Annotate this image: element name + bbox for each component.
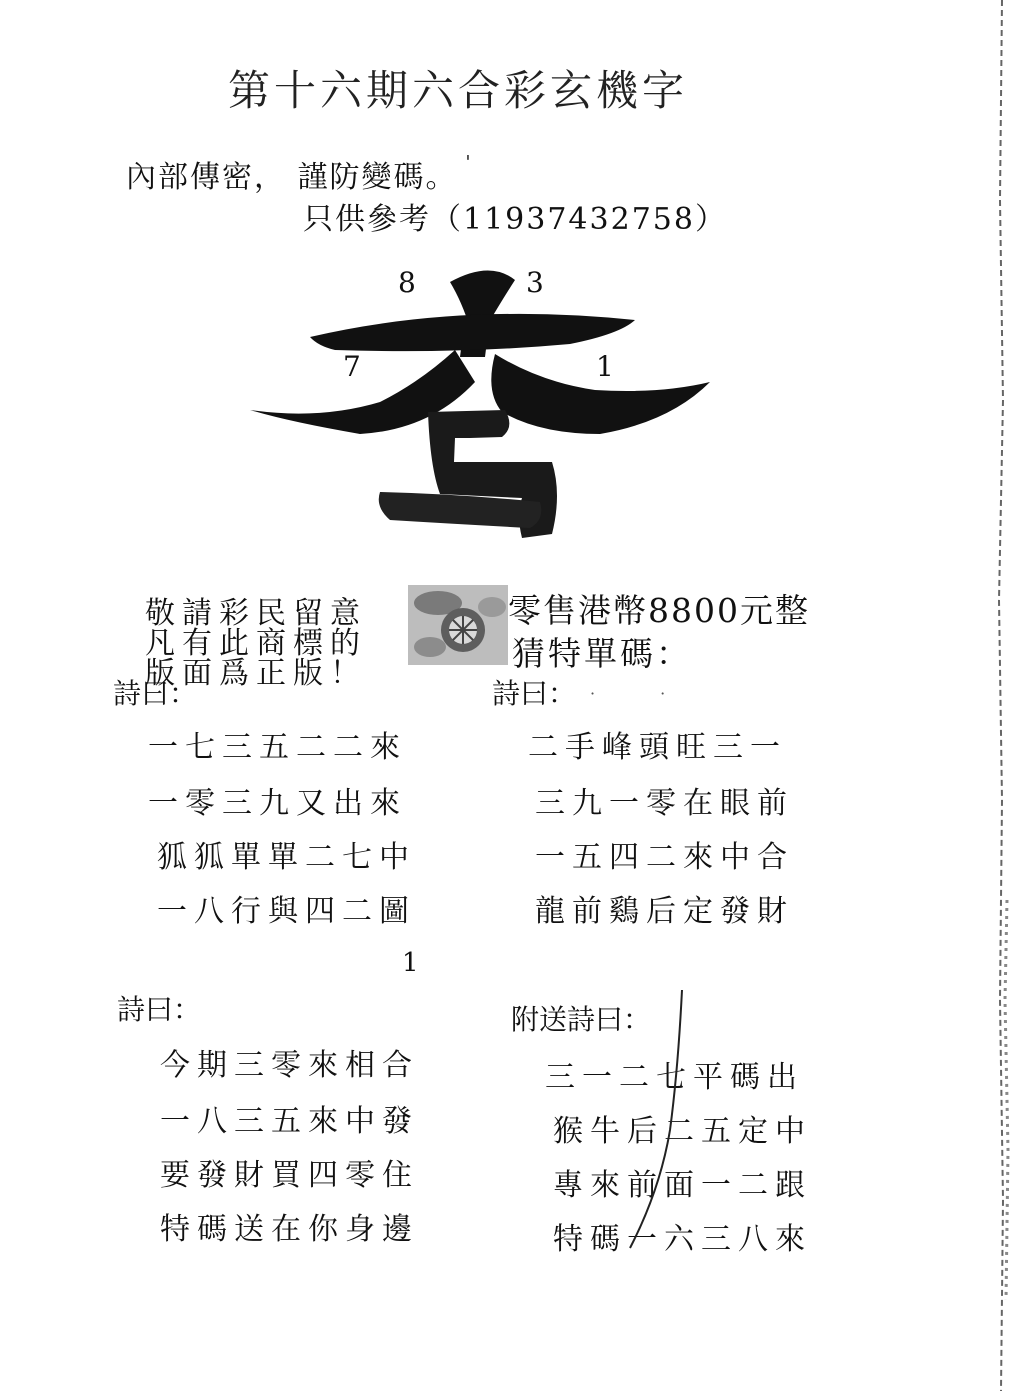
poem-line: 專來前面一二跟: [553, 1168, 812, 1203]
number-top-left: 8: [398, 266, 416, 299]
hand-drawn-line: [620, 990, 690, 1250]
poem-heading: 詩曰：: [113, 677, 198, 710]
tick-mark: ': [465, 152, 473, 173]
poem-line: 二手峰頭旺三一: [528, 730, 787, 765]
page-number: 1: [402, 948, 419, 978]
poem-line: 特碼一六三八來: [553, 1222, 812, 1257]
reference-note: 只供參考（11937432758）: [303, 202, 727, 237]
price-text: 零售港幣8800元整: [508, 591, 810, 630]
notice-line: 版面爲正版！: [145, 656, 367, 691]
poem-line: 猴牛后二五定中: [553, 1114, 812, 1149]
poem-line: 三九一零在眼前: [535, 786, 794, 821]
poem-line: 一零三九又出來: [148, 786, 407, 821]
number-right: 1: [596, 350, 614, 383]
poem-line: 三一二七平碼出: [545, 1060, 804, 1095]
big-calligraphy-character: [240, 262, 720, 552]
scan-edge-noise: [990, 0, 1010, 1391]
poem-heading: 附送詩曰：: [511, 1003, 652, 1036]
poem-line: 一八三五來中發: [160, 1104, 419, 1139]
poem-heading: 詩曰：: [117, 993, 202, 1026]
poem-line: 今期三零來相合: [160, 1048, 419, 1083]
poem-line: 一八行與四二圖: [157, 894, 416, 929]
scan-dots: · ·: [590, 684, 696, 703]
poem-line: 一五四二來中合: [535, 840, 794, 875]
number-left: 7: [343, 350, 361, 383]
secret-note: [126, 152, 473, 196]
page-title: 第十六期六合彩玄機字: [228, 66, 689, 115]
notice-line: 凡有此商標的: [145, 626, 367, 661]
poem-line: 龍前鷄后定發財: [535, 894, 794, 929]
poem-line: 一七三五二二來: [148, 730, 407, 765]
number-top-right: 3: [526, 266, 544, 299]
secret-note-text: 內部傳密， 謹防變碼。: [126, 160, 458, 195]
notice-line: 敬請彩民留意: [145, 596, 367, 631]
poem-heading: 詩曰：: [492, 677, 577, 710]
lottery-logo-icon: [408, 585, 508, 665]
poem-line: 特碼送在你身邊: [160, 1212, 419, 1247]
guess-special-code: 猜特單碼：: [512, 634, 692, 673]
poem-line: 狐狐單單二七中: [157, 840, 416, 875]
poem-line: 要發財買四零住: [160, 1158, 419, 1193]
